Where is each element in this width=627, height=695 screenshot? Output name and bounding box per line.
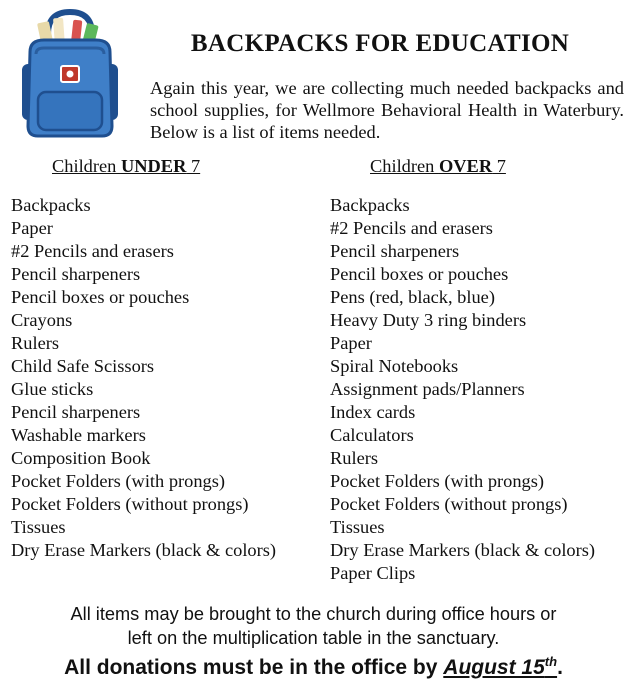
list-item: Assignment pads/Planners <box>330 379 525 399</box>
list-item: Spiral Notebooks <box>330 356 459 376</box>
intro-paragraph: Again this year, we are collecting much needed backpacks and school supplies, for Wellmore Behavioral Health in Waterbury. Below is a list of items needed. <box>150 78 624 142</box>
footer-line-2: left on the multiplication table in the sanctuary. <box>127 628 500 648</box>
list-item: Pencil boxes or pouches <box>11 287 190 307</box>
list-item: Composition Book <box>11 448 151 468</box>
list-item: Pencil sharpeners <box>11 402 141 422</box>
list-item: Paper Clips <box>330 563 416 583</box>
backpack-icon <box>14 8 126 140</box>
list-item: Child Safe Scissors <box>11 356 155 376</box>
page-title: BACKPACKS FOR EDUCATION <box>190 30 570 57</box>
list-item: Rulers <box>330 448 379 468</box>
list-item: Paper <box>330 333 372 353</box>
footer-line-1: All items may be brought to the church during office hours or <box>70 604 557 624</box>
over-7-item-list <box>330 194 595 585</box>
list-item: #2 Pencils and erasers <box>330 218 493 238</box>
deadline-notice: All donations must be in the office by August 15th. <box>64 654 563 679</box>
list-item: #2 Pencils and erasers <box>11 241 174 261</box>
list-item: Dry Erase Markers (black & colors) <box>330 540 596 560</box>
list-item: Backpacks <box>11 195 91 215</box>
list-item: Pencil boxes or pouches <box>330 264 509 284</box>
list-item: Washable markers <box>11 425 146 445</box>
list-item: Pocket Folders (with prongs) <box>11 471 226 491</box>
list-item: Pocket Folders (with prongs) <box>330 471 545 491</box>
under-7-item-list <box>11 194 276 562</box>
list-item: Pocket Folders (without prongs) <box>330 494 568 514</box>
list-item: Dry Erase Markers (black & colors) <box>11 540 277 560</box>
list-item: Tissues <box>330 517 385 537</box>
list-item: Index cards <box>330 402 416 422</box>
list-item: Rulers <box>11 333 60 353</box>
list-item: Backpacks <box>330 195 410 215</box>
column-heading-under-7: Children UNDER 7 <box>52 156 201 176</box>
list-item: Crayons <box>11 310 73 330</box>
list-item: Glue sticks <box>11 379 94 399</box>
deadline-date: August 15th <box>443 654 558 679</box>
footer <box>0 602 627 680</box>
list-item: Tissues <box>11 517 66 537</box>
list-item: Calculators <box>330 425 414 445</box>
list-item: Pencil sharpeners <box>330 241 460 261</box>
list-item: Pocket Folders (without prongs) <box>11 494 249 514</box>
list-item: Paper <box>11 218 53 238</box>
column-heading-over-7: Children OVER 7 <box>370 156 506 176</box>
list-item: Pens (red, black, blue) <box>330 287 495 307</box>
list-item: Heavy Duty 3 ring binders <box>330 310 527 330</box>
list-item: Pencil sharpeners <box>11 264 141 284</box>
